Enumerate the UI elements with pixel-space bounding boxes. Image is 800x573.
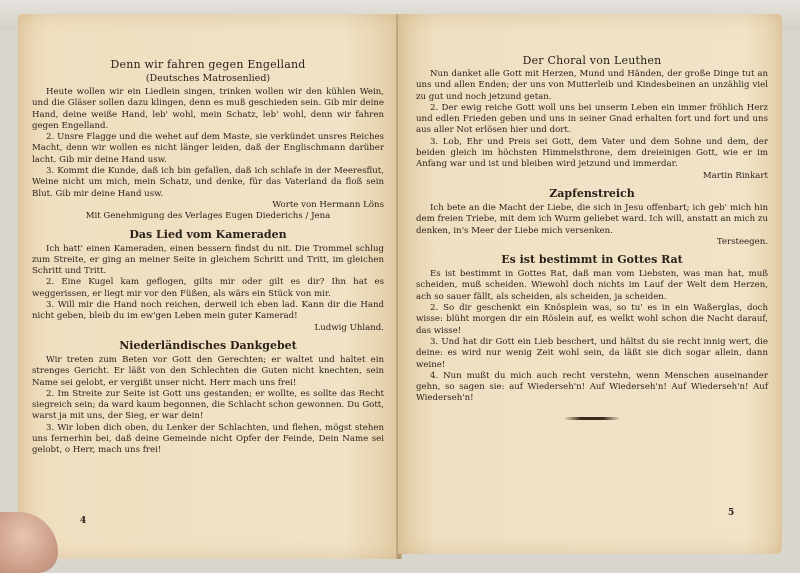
- song-credit: Ludwig Uhland.: [314, 322, 384, 333]
- verse: Es ist bestimmt in Gottes Rat, daß man vom Liebsten, was man hat, muß scheiden, muß scheiden. Wiewohl doch nichts im Lauf der Welt dem Herzen, ach so sauer fällt, als scheiden, als scheiden, ja scheiden.: [416, 269, 768, 302]
- verse: 2. So dir geschenkt ein Knösplein was, so tu' es in ein Waßerglas, doch wisse: blüht morgen dir ein Röslein auf, es welkt wohl schon die Nacht darauf, das wisse!: [416, 303, 768, 336]
- verse: Ich bete an die Macht der Liebe, die sich in Jesu offenbart; ich geb' mich hin dem freien Triebe, mit dem ich Wurm geliebet ward. Ich will, anstatt an mich zu denken, in's Meer der Liebe mich versenken.: [416, 202, 768, 236]
- left-page: [18, 14, 402, 559]
- song-credit: Martin Rinkart: [702, 170, 768, 181]
- verse: 3. Lob, Ehr und Preis sei Gott, dem Vater und dem Sohne und dem, der beiden gleich im höchsten Himmelsthrone, dem dreieinigen Gott, wie er im Anfang war und ist und bleiben wird jetzund und immerdar.: [416, 136, 768, 170]
- permission-note: Mit Genehmigung des Verlages Eugen Diederichs / Jena: [85, 211, 331, 222]
- song-title: Das Lied vom Kameraden: [129, 227, 287, 241]
- song-subtitle: (Deutsches Matrosenlied): [145, 73, 271, 84]
- verse: Ich hatt' einen Kameraden, einen bessern findst du nit. Die Trommel schlug zum Streite, er ging an meiner Seite in gleichem Schritt und Tritt, im gleichen Schritt und Tritt.: [32, 243, 384, 277]
- verse: 2. Im Streite zur Seite ist Gott uns gestanden; er wollte, es sollte das Recht siegreich sein; da ward kaum begonnen, die Schlacht schon gewonnen. Du Gott, warst ja mit uns, der Sieg, er war dein!: [32, 388, 384, 422]
- verse: 3. Kommt die Kunde, daß ich bin gefallen, daß ich schlafe in der Meeresflut, Weine nicht um mich, mein Schatz, und denke, für das Vaterland da floß sein Blut. Gib mir deine Hand usw.: [32, 166, 384, 199]
- song-title: Der Choral von Leuthen: [522, 54, 662, 67]
- verse: 2. Eine Kugel kam geflogen, gilts mir oder gilt es dir? Ihn hat es weggerissen, er liegt mir vor den Füßen, als wärs ein Stück von mir.: [32, 277, 384, 299]
- song-credit: Worte von Hermann Löns: [272, 199, 384, 210]
- page-number: 4: [80, 516, 87, 526]
- verse: 2. Der ewig reiche Gott woll uns bei unserm Leben ein immer fröhlich Herz und edlen Frieden geben und uns in seiner Gnad erhalten fort und fort und uns aus aller Not erlösen hier und dort.: [416, 102, 768, 136]
- verse: Wir treten zum Beten vor Gott den Gerechten; er waltet und haltet ein strenges Gericht. Er läßt von den Schlechten die Guten nicht knechten, sein Name sei gelobt, er vergißt unser nicht. Herr mach uns frei!: [32, 354, 384, 388]
- verse: 2. Unsre Flagge und die wehet auf dem Maste, sie verkündet unsres Reiches Macht, denn wir wollen es nicht länger leiden, daß der Englischmann darüber lacht. Gib mir deine Hand usw.: [32, 132, 384, 165]
- song-title: Denn wir fahren gegen Engelland: [110, 58, 306, 71]
- song-credit: Tersteegen.: [716, 236, 768, 247]
- verse: 3. Will mir die Hand noch reichen, derweil ich eben lad. Kann dir die Hand nicht geben, bleib du im ew'gen Leben mein guter Kamerad!: [32, 300, 384, 322]
- song-title: Es ist bestimmt in Gottes Rat: [501, 253, 683, 267]
- verse: 3. Und hat dir Gott ein Lieb beschert, und hältst du sie recht innig wert, die deine: es wird nur wenig Zeit wohl sein, da läßt sie dich sogar allein, dann weine!: [416, 336, 768, 370]
- verse: Heute wollen wir ein Liedlein singen, trinken wollen wir den kühlen Wein, und die Gläser sollen dazu klingen, denn es muß geschieden sein. Gib mir deine Hand, deine weiße Hand, leb' wohl, mein Schatz, leb' wohl, denn wir fahren gegen Engelland.: [32, 87, 384, 131]
- verse: Nun danket alle Gott mit Herzen, Mund und Händen, der große Dinge tut an uns und allen Enden; der uns von Mutterleib und Kindesbeinen an unzählig viel zu gut und noch jetzund getan.: [416, 69, 768, 102]
- ornamental-divider: [564, 417, 620, 420]
- verse: 4. Nun mußt du mich auch recht verstehn, wenn Menschen auseinander gehn, so sagen sie: auf Wiederseh'n! Auf Wiederseh'n! Auf Wiederseh'n! Auf Wiederseh'n!: [416, 370, 768, 404]
- verse: 3. Wir loben dich oben, du Lenker der Schlachten, und flehen, mögst stehen uns fernerhin bei, daß deine Gemeinde nicht Opfer der Feinde, Dein Name sei gelobt, o Herr, mach uns frei!: [32, 422, 384, 456]
- left-page-content: [32, 58, 384, 457]
- page-number: 5: [728, 508, 735, 518]
- song-title: Niederländisches Dankgebet: [119, 338, 297, 352]
- right-page: [398, 14, 782, 554]
- song-title: Zapfenstreich: [549, 186, 635, 200]
- right-page-content: [416, 54, 768, 420]
